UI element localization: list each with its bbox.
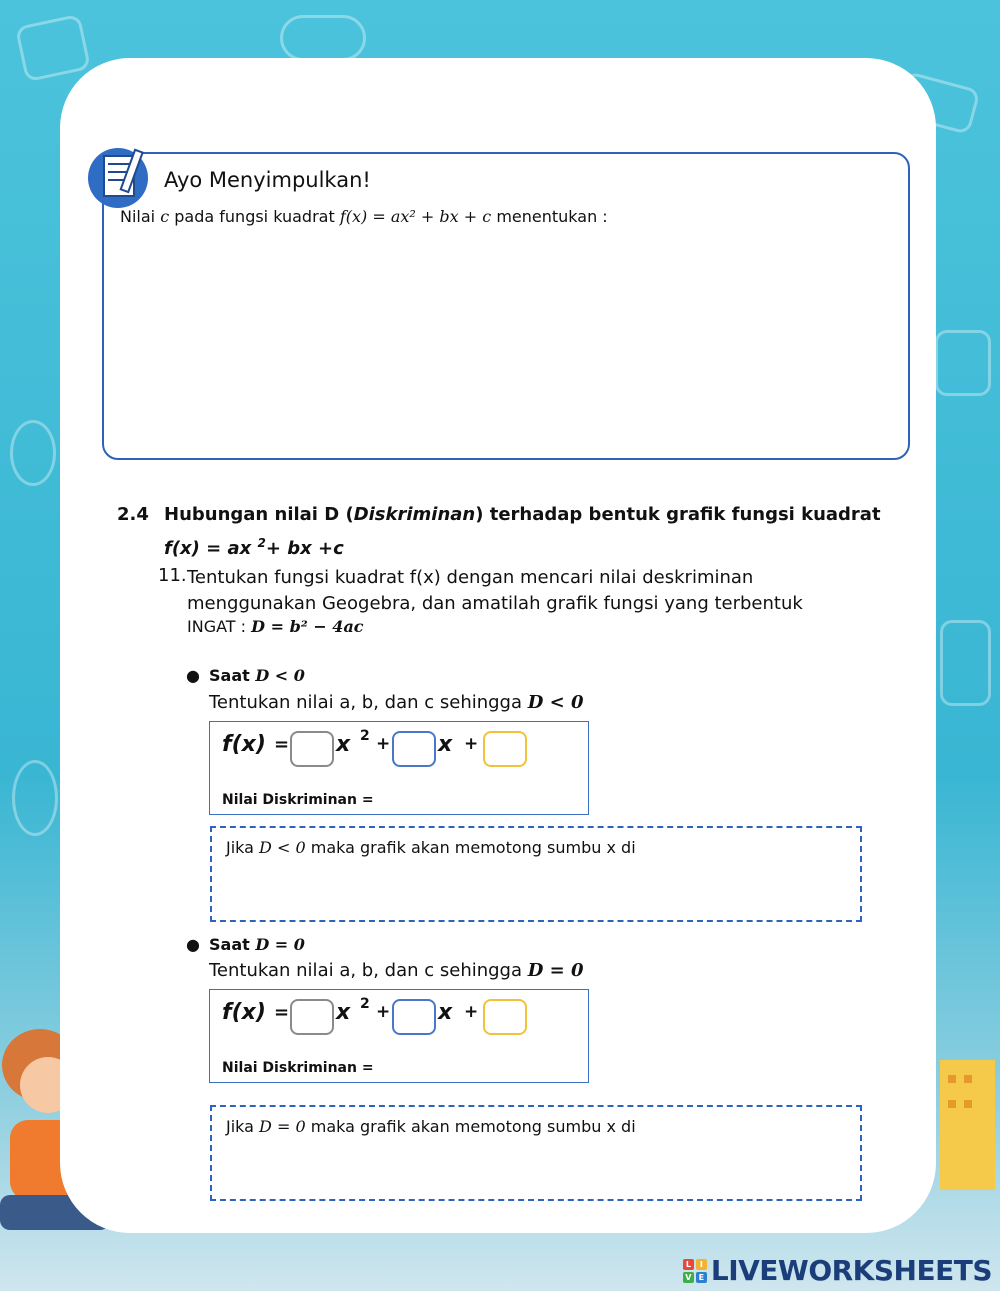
conclusion-text: Jika D = 0 maka grafik akan memotong sumbu x di bbox=[226, 1117, 636, 1136]
item-number: 11. bbox=[158, 565, 187, 586]
summary-question: Nilai c pada fungsi kuadrat f(x) = ax² + bx + c menentukan : bbox=[120, 207, 608, 226]
fx-label: f(x) bbox=[222, 732, 266, 757]
discriminant-label: Nilai Diskriminan = bbox=[222, 1060, 374, 1076]
conclusion-answer-box[interactable] bbox=[210, 1105, 862, 1201]
fx-x-squared: x bbox=[336, 732, 351, 757]
case-heading: Saat D < 0 bbox=[209, 666, 305, 685]
remember-note: INGAT : D = b² − 4ac bbox=[187, 617, 364, 636]
books-illustration bbox=[930, 1050, 1000, 1200]
coefficient-a-input[interactable] bbox=[290, 999, 334, 1035]
summary-answer-box[interactable] bbox=[102, 152, 910, 460]
coefficient-c-input[interactable] bbox=[483, 731, 527, 767]
case-instruction: Tentukan nilai a, b, dan c sehingga D < 0 bbox=[209, 692, 584, 713]
logo-grid-icon: L I V E bbox=[683, 1259, 707, 1283]
discriminant-label: Nilai Diskriminan = bbox=[222, 792, 374, 808]
bullet-icon: ● bbox=[186, 935, 200, 954]
coefficient-b-input[interactable] bbox=[392, 731, 436, 767]
fx-equals: = bbox=[274, 1002, 290, 1023]
fx-plus: + bbox=[376, 1002, 391, 1022]
function-box bbox=[209, 989, 589, 1083]
conclusion-answer-box[interactable] bbox=[210, 826, 862, 922]
background-doodle bbox=[935, 330, 991, 396]
fx-label: f(x) bbox=[222, 1000, 266, 1025]
function-box bbox=[209, 721, 589, 815]
background-doodle bbox=[280, 15, 366, 61]
case-heading: Saat D = 0 bbox=[209, 935, 305, 954]
background-doodle bbox=[10, 420, 56, 486]
section-formula: f(x) = ax $^2$+ bx +c bbox=[164, 536, 344, 559]
section-title: Hubungan nilai D (Diskriminan) terhadap bentuk grafik fungsi kuadrat bbox=[164, 504, 881, 525]
notebook-icon bbox=[86, 142, 156, 210]
fx-x-squared: x bbox=[336, 1000, 351, 1025]
liveworksheets-logo bbox=[683, 1254, 992, 1287]
background-doodle bbox=[940, 620, 991, 706]
section-number: 2.4 bbox=[117, 504, 149, 525]
fx-plus: + bbox=[464, 734, 479, 754]
coefficient-b-input[interactable] bbox=[392, 999, 436, 1035]
fx-exponent: 2 bbox=[360, 996, 370, 1012]
background-doodle bbox=[15, 14, 91, 82]
background-doodle bbox=[12, 760, 58, 836]
fx-exponent: 2 bbox=[360, 728, 370, 744]
fx-equals: = bbox=[274, 734, 290, 755]
coefficient-a-input[interactable] bbox=[290, 731, 334, 767]
logo-text: LIVEWORKSHEETS bbox=[710, 1254, 992, 1287]
item-instruction: Tentukan fungsi kuadrat f(x) dengan mencari nilai deskriminan menggunakan Geogebra, dan amatilah grafik fungsi yang terbentuk bbox=[187, 567, 803, 614]
case-instruction: Tentukan nilai a, b, dan c sehingga D = 0 bbox=[209, 960, 584, 981]
fx-plus: + bbox=[464, 1002, 479, 1022]
summary-title: Ayo Menyimpulkan! bbox=[164, 168, 371, 192]
fx-plus: + bbox=[376, 734, 391, 754]
fx-x: x bbox=[438, 1000, 453, 1025]
fx-x: x bbox=[438, 732, 453, 757]
bullet-icon: ● bbox=[186, 666, 200, 685]
conclusion-text: Jika D < 0 maka grafik akan memotong sumbu x di bbox=[226, 838, 636, 857]
coefficient-c-input[interactable] bbox=[483, 999, 527, 1035]
